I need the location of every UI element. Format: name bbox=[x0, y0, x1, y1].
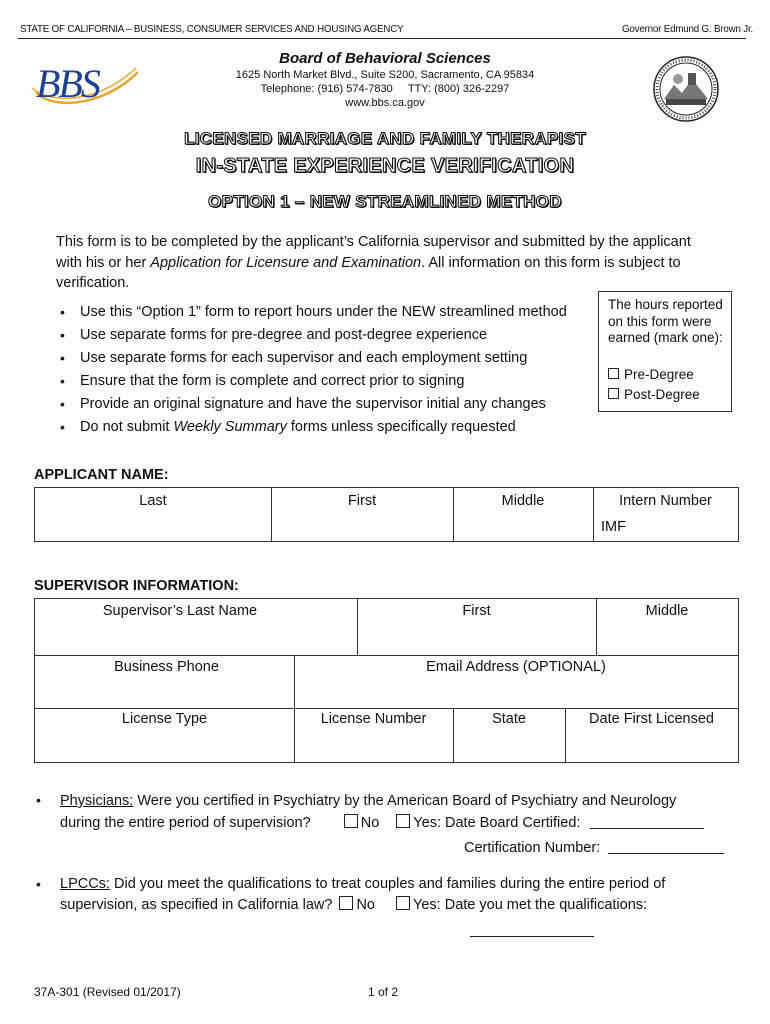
supervisor-middle-label: Middle bbox=[645, 603, 689, 619]
email-address-label: Email Address (OPTIONAL) bbox=[426, 659, 606, 675]
instruction-item: • Do not submit Weekly Summary forms unless specifically requested bbox=[56, 417, 596, 440]
pre-degree-option[interactable]: Pre-Degree bbox=[608, 367, 694, 382]
date-board-certified-field[interactable] bbox=[590, 814, 704, 829]
state-seal bbox=[652, 55, 720, 123]
certification-number-field[interactable] bbox=[608, 839, 724, 854]
board-phone: Telephone: (916) 574-7830 TTY: (800) 326-2297 bbox=[260, 83, 510, 95]
license-number-label: License Number bbox=[320, 711, 427, 727]
title-line-1: LICENSED MARRIAGE AND FAMILY THERAPIST bbox=[184, 129, 586, 148]
page-number: 1 of 2 bbox=[368, 985, 399, 999]
certification-number-label: Certification Number: bbox=[464, 840, 601, 856]
supervisor-first-label: First bbox=[462, 603, 491, 619]
governor-line: Governor Edmund G. Brown Jr. bbox=[622, 23, 754, 35]
physicians-label: Physicians: bbox=[60, 793, 134, 809]
lpccs-bullet: • bbox=[36, 876, 41, 892]
physicians-no-checkbox[interactable] bbox=[344, 814, 358, 828]
date-qualifications-field[interactable] bbox=[470, 922, 594, 937]
pre-degree-checkbox[interactable] bbox=[608, 368, 619, 379]
lpccs-no-checkbox[interactable] bbox=[339, 896, 353, 910]
applicant-name-table bbox=[34, 487, 739, 542]
agency-line: STATE OF CALIFORNIA – BUSINESS, CONSUMER SERVICES AND HOUSING AGENCY bbox=[20, 23, 404, 35]
lpccs-yes-label: Yes: Date you met the qualifications: bbox=[413, 897, 648, 913]
physicians-yes-label: Yes: Date Board Certified: bbox=[413, 815, 581, 831]
form-number: 37A-301 (Revised 01/2017) bbox=[34, 985, 181, 999]
instruction-item: • Provide an original signature and have the supervisor initial any changes bbox=[56, 394, 596, 417]
physicians-yes-checkbox[interactable] bbox=[396, 814, 410, 828]
board-name: Board of Behavioral Sciences bbox=[279, 50, 491, 67]
state-label: State bbox=[492, 711, 526, 727]
intro-application-title: Application for Licensure and Examination bbox=[150, 254, 422, 271]
intro-text-2: . All information on this form is subject to verification. bbox=[56, 254, 681, 291]
board-address: 1625 North Market Blvd., Suite S200, Sacramento, CA 95834 bbox=[235, 69, 535, 81]
bbs-logo-text: BBS bbox=[36, 61, 99, 106]
business-phone-label: Business Phone bbox=[114, 659, 219, 675]
instruction-item: • Ensure that the form is complete and correct prior to signing bbox=[56, 371, 596, 394]
instruction-item: • Use this “Option 1” form to report hours under the NEW streamlined method bbox=[56, 302, 596, 325]
date-first-licensed-label: Date First Licensed bbox=[589, 711, 714, 727]
applicant-last-label: Last bbox=[139, 493, 167, 509]
header-divider bbox=[18, 38, 746, 39]
physicians-bullet: • bbox=[36, 792, 41, 808]
lpccs-label: LPCCs: bbox=[60, 876, 110, 892]
hours-earned-text: The hours reported on this form were earned (mark one): bbox=[608, 297, 723, 345]
instructions-list bbox=[56, 302, 596, 440]
title-line-3: OPTION 1 – NEW STREAMLINED METHOD bbox=[208, 192, 562, 211]
supervisor-last-name-label: Supervisor’s Last Name bbox=[102, 603, 258, 619]
instruction-item: • Use separate forms for pre-degree and post-degree experience bbox=[56, 325, 596, 348]
post-degree-option[interactable]: Post-Degree bbox=[608, 387, 700, 402]
certification-number-row bbox=[464, 838, 724, 859]
physicians-question-line-2: during the entire period of supervision? No Yes: Date Board Certified: bbox=[60, 813, 704, 834]
intro-text-1: This form is to be completed by the applicant’s California supervisor and submitted by the applicant with his or her bbox=[56, 234, 691, 271]
intern-number-label: Intern Number bbox=[619, 493, 712, 509]
instruction-item: • Use separate forms for each supervisor and each employment setting bbox=[56, 348, 596, 371]
physicians-question-line-1: Physicians: Were you certified in Psychiatry by the American Board of Psychiatry and Neurology bbox=[60, 793, 677, 809]
title-line-2: IN-STATE EXPERIENCE VERIFICATION bbox=[195, 155, 575, 177]
supervisor-heading: SUPERVISOR INFORMATION: bbox=[34, 578, 239, 594]
license-type-label: License Type bbox=[121, 711, 208, 727]
supervisor-table bbox=[34, 598, 739, 763]
lpccs-question-line-1: LPCCs: Did you meet the qualifications to treat couples and families during the entire period of bbox=[60, 876, 666, 892]
applicant-first-label: First bbox=[347, 493, 377, 509]
lpccs-question-line-2: supervision, as specified in California law? No Yes: Date you met the qualifications: bbox=[60, 897, 648, 913]
hours-earned-box bbox=[598, 291, 732, 412]
applicant-heading: APPLICANT NAME: bbox=[34, 467, 169, 483]
lpccs-yes-checkbox[interactable] bbox=[396, 896, 410, 910]
lpccs-no-label: No bbox=[356, 897, 375, 913]
imf-prefix: IMF bbox=[601, 519, 626, 535]
post-degree-checkbox[interactable] bbox=[608, 388, 619, 399]
applicant-middle-label: Middle bbox=[501, 493, 545, 509]
intro-paragraph bbox=[56, 232, 716, 294]
board-website: www.bbs.ca.gov bbox=[345, 97, 425, 109]
physicians-no-label: No bbox=[360, 815, 380, 831]
